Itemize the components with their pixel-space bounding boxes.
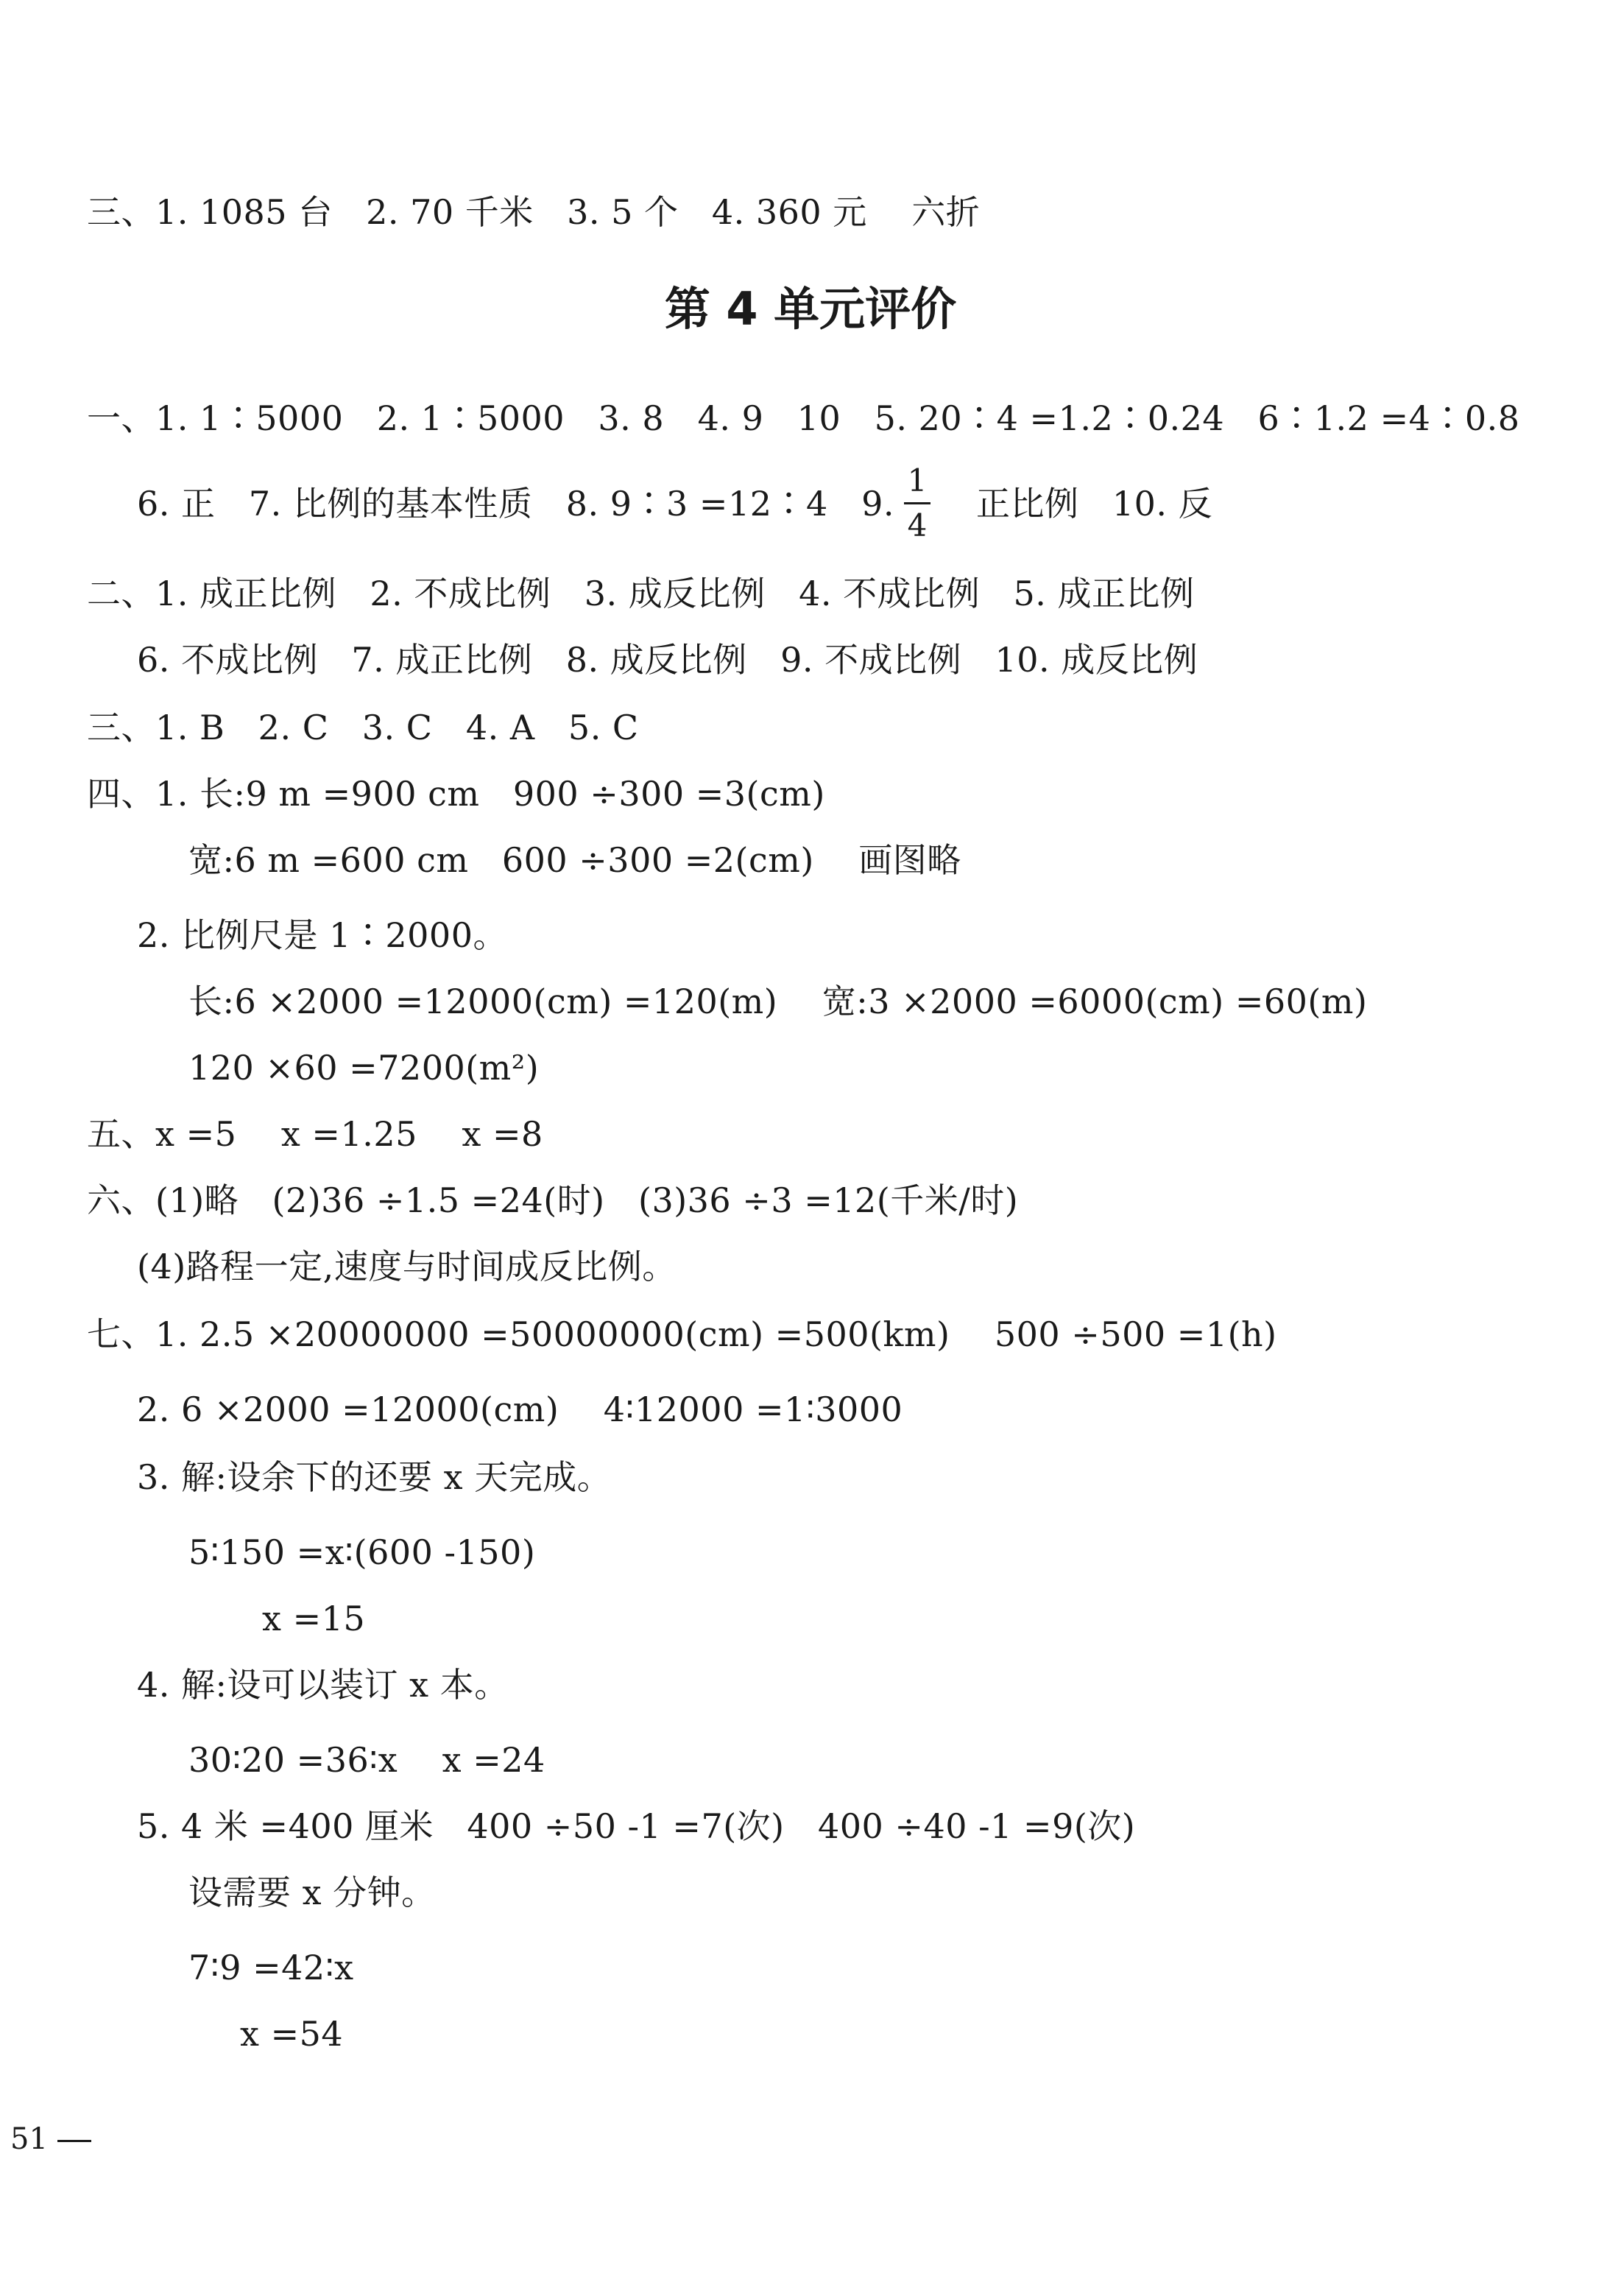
section7-line3: 3. 解:设余下的还要 x 天完成。 bbox=[137, 1457, 612, 1497]
section7-line9: 设需要 x 分钟。 bbox=[188, 1873, 436, 1912]
section7-line1: 七、1. 2.5 ×20000000 =50000000(cm) =500(km) 500 ÷500 =1(h) bbox=[87, 1314, 1277, 1354]
section7-line7: 30∶20 =36∶x x =24 bbox=[188, 1740, 545, 1780]
section7-line6: 4. 解:设可以装订 x 本。 bbox=[137, 1665, 509, 1705]
section6-line2: (4)路程一定,速度与时间成反比例。 bbox=[137, 1247, 677, 1286]
section7-line5: x =15 bbox=[262, 1599, 366, 1638]
page-title: 第 4 单元评价 bbox=[664, 282, 957, 336]
page-number-dash bbox=[57, 2140, 91, 2142]
section2-line1: 二、1. 成正比例 2. 不成比例 3. 成反比例 4. 不成比例 5. 成正比例 bbox=[87, 574, 1195, 613]
section7-line2: 2. 6 ×2000 =12000(cm) 4∶12000 =1∶3000 bbox=[137, 1390, 903, 1429]
section7-line11: x =54 bbox=[240, 2014, 344, 2054]
prev-section-answers: 三、1. 1085 台 2. 70 千米 3. 5 个 4. 360 元 六折 bbox=[87, 192, 981, 232]
section7-line8: 5. 4 米 =400 厘米 400 ÷50 -1 =7(次) 400 ÷40 -1 =9(次) bbox=[137, 1806, 1136, 1846]
section1-line2-left: 6. 正 7. 比例的基本性质 8. 9∶3 =12∶4 9. bbox=[137, 484, 895, 524]
section7-line4: 5∶150 =x∶(600 -150) bbox=[188, 1532, 536, 1572]
fraction-one-quarter bbox=[903, 462, 932, 544]
section1-line1: 一、1. 1∶5000 2. 1∶5000 3. 8 4. 9 10 5. 20∶4 =1.2∶0.24 6∶1.2 =4∶0.8 bbox=[87, 398, 1520, 438]
section4-line1: 四、1. 长:9 m =900 cm 900 ÷300 =3(cm) bbox=[87, 774, 825, 814]
section4-line4: 长:6 ×2000 =12000(cm) =120(m) 宽:3 ×2000 =6000(cm) =60(m) bbox=[188, 982, 1368, 1021]
section4-line2: 宽:6 m =600 cm 600 ÷300 =2(cm) 画图略 bbox=[188, 840, 961, 880]
section7-line10: 7∶9 =42∶x bbox=[188, 1948, 354, 1987]
fraction-denominator: 4 bbox=[907, 507, 928, 543]
fraction-numerator: 1 bbox=[907, 462, 928, 499]
section2-line2: 6. 不成比例 7. 成正比例 8. 成反比例 9. 不成比例 10. 成反比例 bbox=[137, 640, 1198, 680]
section4-line5: 120 ×60 =7200(m²) bbox=[188, 1048, 540, 1088]
section1-line2-right: 正比例 10. 反 bbox=[976, 484, 1213, 524]
section3-line1: 三、1. B 2. C 3. C 4. A 5. C bbox=[87, 708, 639, 747]
fraction-bar bbox=[904, 502, 930, 504]
section4-line3: 2. 比例尺是 1∶2000。 bbox=[137, 915, 507, 955]
page-number: 51 bbox=[10, 2122, 48, 2156]
section6-line1: 六、(1)略 (2)36 ÷1.5 =24(时) (3)36 ÷3 =12(千米/时) bbox=[87, 1180, 1019, 1220]
section5-line1: 五、x =5 x =1.25 x =8 bbox=[87, 1114, 543, 1154]
